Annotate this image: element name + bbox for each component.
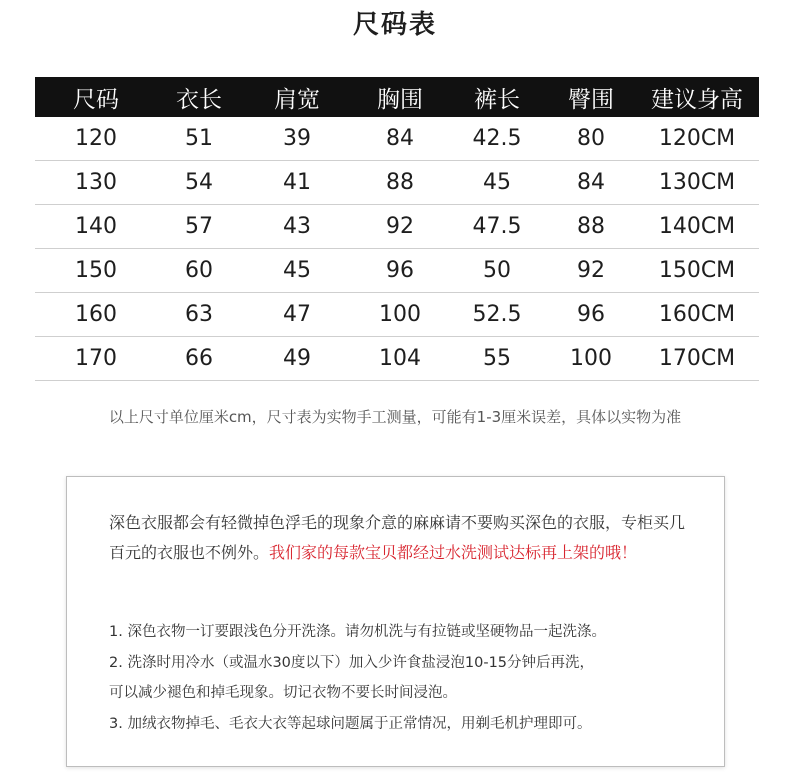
table-cell: 88: [547, 205, 635, 249]
table-cell: 42.5: [447, 117, 547, 161]
table-cell: 130CM: [635, 161, 759, 205]
table-cell: 120: [35, 117, 157, 161]
table-cell: 54: [157, 161, 241, 205]
table-cell: 41: [241, 161, 353, 205]
header-cell: 尺码: [35, 77, 157, 117]
table-cell: 96: [353, 249, 447, 293]
table-row: [35, 117, 759, 161]
header-cell: 建议身高: [635, 77, 759, 117]
table-cell: 92: [353, 205, 447, 249]
table-cell: 120CM: [635, 117, 759, 161]
table-cell: 96: [547, 293, 635, 337]
header-cell: 臀围: [547, 77, 635, 117]
table-row: [35, 161, 759, 205]
table-cell: 84: [547, 161, 635, 205]
table-cell: 170: [35, 337, 157, 381]
care-notice-box: [66, 476, 725, 767]
table-cell: 39: [241, 117, 353, 161]
table-cell: 45: [447, 161, 547, 205]
table-cell: 51: [157, 117, 241, 161]
table-cell: 100: [353, 293, 447, 337]
table-cell: 150CM: [635, 249, 759, 293]
measurement-note: 以上尺寸单位厘米cm，尺寸表为实物手工测量，可能有1-3厘米误差，具体以实物为准: [108, 408, 682, 426]
header-cell: 裤长: [447, 77, 547, 117]
header-cell: 衣长: [157, 77, 241, 117]
table-cell: 140CM: [635, 205, 759, 249]
page-title: 尺码表: [352, 10, 437, 40]
table-cell: 130: [35, 161, 157, 205]
table-cell: 100: [547, 337, 635, 381]
care-rule: 1. 深色衣物一订要跟浅色分开洗涤。请勿机洗与有拉链或坚硬物品一起洗涤。: [109, 624, 606, 640]
care-rule: 3. 加绒衣物掉毛、毛衣大衣等起球问题属于正常情况，用剃毛机护理即可。: [109, 715, 592, 732]
notice-intro: [109, 508, 689, 568]
table-cell: 43: [241, 205, 353, 249]
table-cell: 47: [241, 293, 353, 337]
table-row: [35, 337, 759, 381]
table-cell: 170CM: [635, 337, 759, 381]
notice-intro-text: 深色衣服都会有轻微掉色浮毛的现象介意的麻麻请不要购买深色的衣服，专柜买几百元的衣服也不例外。: [109, 513, 686, 562]
table-header-row: [35, 77, 759, 117]
table-cell: 52.5: [447, 293, 547, 337]
table-cell: 66: [157, 337, 241, 381]
header-cell: 肩宽: [241, 77, 353, 117]
care-rule: 可以减少褪色和掉毛现象。切记衣物不要长时间浸泡。: [109, 685, 457, 701]
table-cell: 92: [547, 249, 635, 293]
notice-highlight-text: 我们家的每款宝贝都经过水洗测试达标再上架的哦！: [269, 543, 638, 562]
table-cell: 63: [157, 293, 241, 337]
table-cell: 88: [353, 161, 447, 205]
table-cell: 57: [157, 205, 241, 249]
care-rules-list: [109, 617, 709, 739]
table-cell: 160CM: [635, 293, 759, 337]
table-row: [35, 249, 759, 293]
table-cell: 50: [447, 249, 547, 293]
table-cell: 160: [35, 293, 157, 337]
table-cell: 49: [241, 337, 353, 381]
table-row: [35, 293, 759, 337]
table-cell: 55: [447, 337, 547, 381]
table-cell: 150: [35, 249, 157, 293]
table-cell: 104: [353, 337, 447, 381]
table-cell: 60: [157, 249, 241, 293]
table-cell: 84: [353, 117, 447, 161]
table-cell: 45: [241, 249, 353, 293]
care-rule: 2. 洗涤时用冷水（或温水30度以下）加入少许食盐浸泡10-15分钟后再洗，: [109, 654, 595, 671]
table-cell: 47.5: [447, 205, 547, 249]
table-row: [35, 205, 759, 249]
size-table: [35, 77, 759, 381]
header-cell: 胸围: [353, 77, 447, 117]
table-cell: 140: [35, 205, 157, 249]
table-cell: 80: [547, 117, 635, 161]
